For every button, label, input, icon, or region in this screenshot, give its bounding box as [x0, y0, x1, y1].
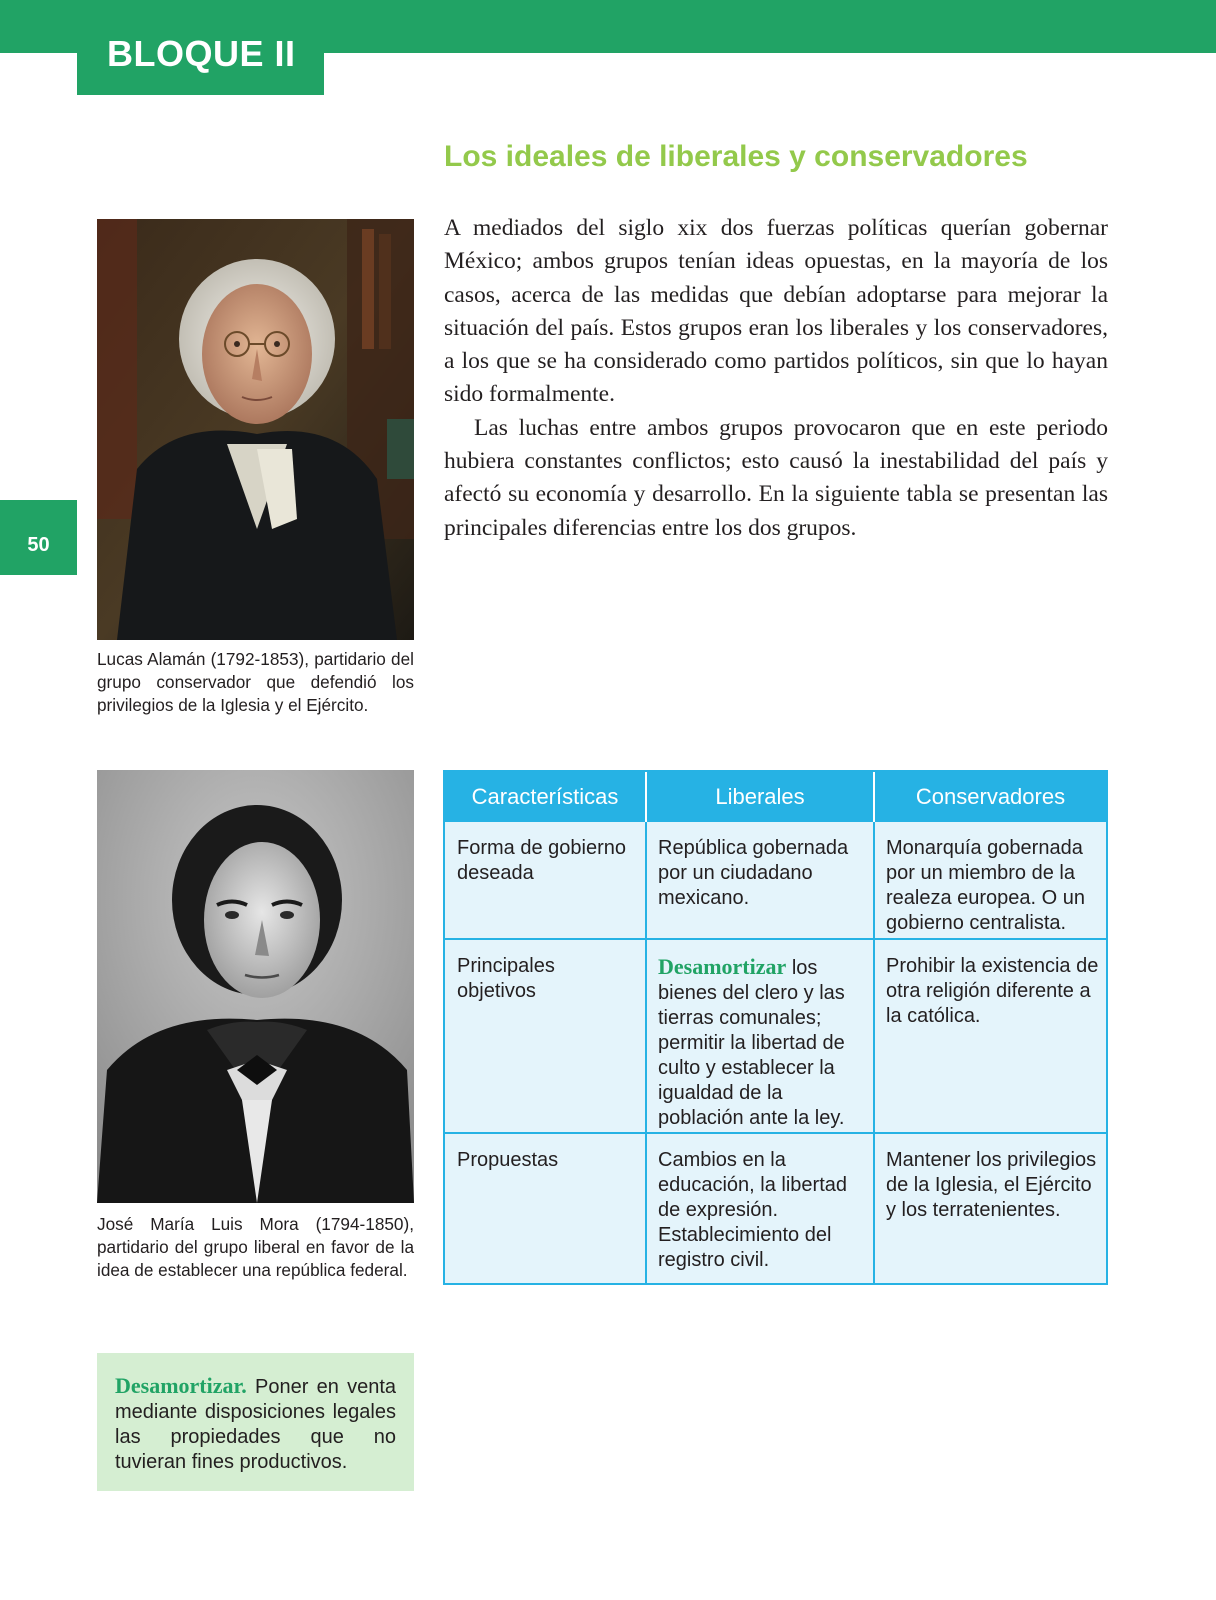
portrait-mora-image: [97, 770, 414, 1203]
table-divider: [873, 772, 875, 822]
term-desamortizar: Desamortizar: [658, 954, 787, 979]
table-cell: Mantener los privilegios de la Iglesia, el Ejército y los terratenientes.: [886, 1149, 1097, 1221]
page-number: 50: [27, 534, 50, 556]
table-header-conservadores: Conservadores: [875, 772, 1106, 822]
table-divider: [445, 1132, 1106, 1134]
portrait-mora: [97, 770, 414, 1203]
caption-mora: José María Luis Mora (1794-1850), partidario del grupo liberal en favor de la idea de establecer una república federal.: [97, 1214, 414, 1280]
portrait-alaman: [97, 219, 414, 640]
table-divider: [445, 938, 1106, 940]
table-cell-text: los bienes del clero y las tierras comunales; permitir la libertad de culto y establecer la igualdad de la población ante la ley.: [658, 957, 845, 1129]
table-cell: [658, 954, 868, 1131]
comparison-table: [443, 770, 1108, 1285]
table-header-liberales: Liberales: [647, 772, 873, 822]
portrait-alaman-image: [97, 219, 414, 640]
table-cell: República gobernada por un ciudadano mexicano.: [658, 837, 849, 909]
table-divider: [873, 822, 875, 1283]
table-cell: Prohibir la existencia de otra religión diferente a la católica.: [886, 955, 1099, 1027]
table-cell: Cambios en la educación, la libertad de expresión. Establecimiento del registro civil.: [658, 1149, 848, 1271]
body-text: [444, 212, 1108, 545]
table-cell: Monarquía gobernada por un miembro de la realeza europea. O un gobierno centralista.: [886, 837, 1086, 934]
table-cell: Principales objetivos: [457, 955, 555, 1002]
table-divider: [645, 822, 647, 1283]
glossary-box: [97, 1353, 414, 1491]
table-divider: [645, 772, 647, 822]
caption-alaman: Lucas Alamán (1792-1853), partidario del grupo conservador que defendió los privilegios de la Iglesia y el Ejército.: [97, 649, 414, 715]
glossary-term: Desamortizar.: [115, 1373, 247, 1398]
glossary-definition: Poner en venta mediante disposiciones legales las propiedades que no tuvieran fines productivos.: [115, 1376, 396, 1473]
paragraph-1: A mediados del siglo xix dos fuerzas políticas querían gobernar México; ambos grupos tenían ideas opuestas, en la mayoría de los casos, acerca de las medidas que debían adoptarse para mejorar la situación del país. Estos grupos eran los liberales y los conservadores, a los que se ha considerado como partidos políticos, sin que lo hayan sido formalmente.: [444, 215, 1108, 408]
table-cell: Forma de gobierno deseada: [457, 837, 626, 884]
paragraph-2: Las luchas entre ambos grupos provocaron que en este periodo hubiera constantes conflictos; esto causó la inestabilidad del país y afectó su economía y desarrollo. En la siguiente tabla se presentan las principales diferencias entre los dos grupos.: [444, 414, 1108, 541]
bloque-label: BLOQUE II: [107, 33, 296, 74]
section-title: Los ideales de liberales y conservadores: [444, 140, 1028, 173]
table-header-caracteristicas: Características: [445, 772, 645, 822]
table-cell: Propuestas: [457, 1149, 559, 1171]
